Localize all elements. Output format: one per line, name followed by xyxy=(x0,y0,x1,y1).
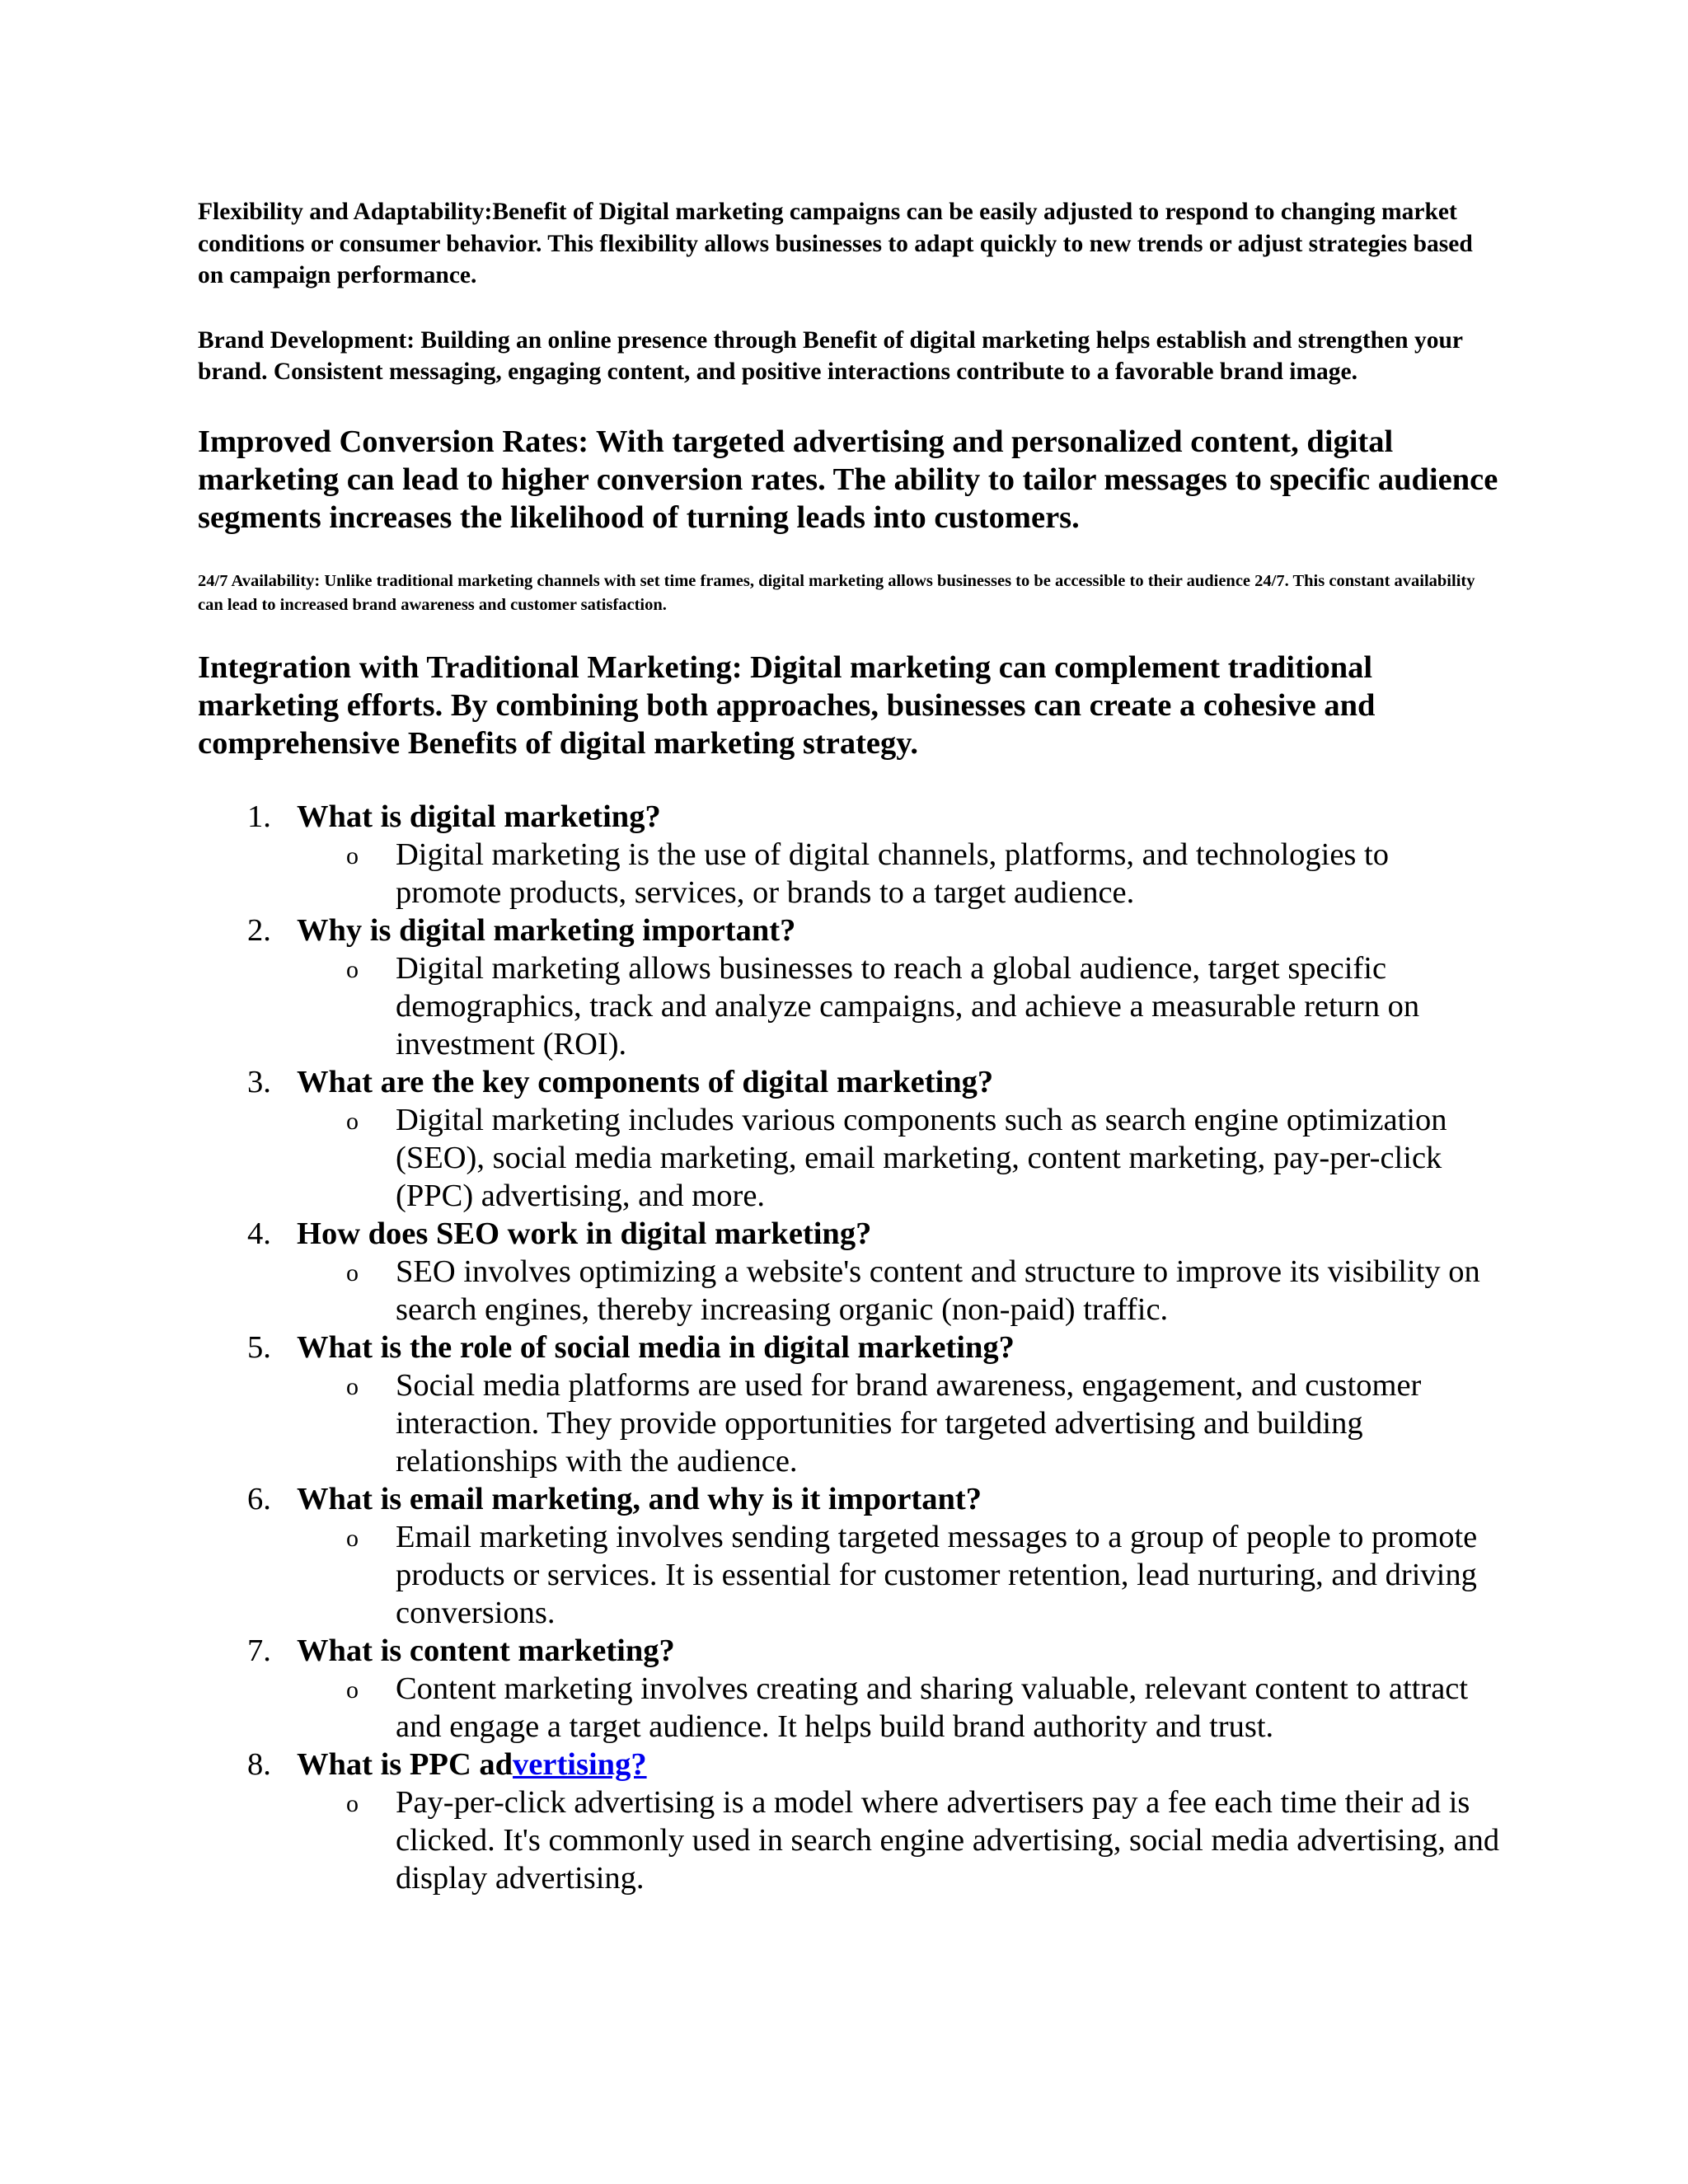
faq-answer-text: Content marketing involves creating and sharing valuable, relevant content to attract and engage a target audience. It helps build brand authority and trust. xyxy=(396,1671,1469,1744)
faq-question xyxy=(198,798,1500,836)
inline-link[interactable]: , xyxy=(1192,950,1201,986)
faq-question-text: What is email marketing, and why is it important? xyxy=(297,1481,982,1516)
list-item xyxy=(198,912,1500,1063)
faq-number: 2. xyxy=(247,912,271,948)
faq-answer-text: Digital marketing is the use of digital channels, platforms, and technologies to promote products, services, or brands to a target audience. xyxy=(396,837,1389,910)
paragraph-improved-conversion: Improved Conversion Rates: With targeted advertising and personalized content, digital marketing can lead to higher conversion rates. The ability to tailor messages to specific audience segments increases the likelihood of turning leads into customers. xyxy=(198,424,1498,535)
faq-number: 1. xyxy=(247,799,271,834)
faq-question-text: Why is digital marketing important? xyxy=(297,912,796,948)
faq-answer xyxy=(198,949,1500,1063)
faq-answer-text: Digital marketing includes various components such as search engine optimization (SEO), social media marketing, email marketing, content marketing, pay-per-click (PPC) advertising, and more. xyxy=(396,1102,1447,1213)
bullet-icon: o xyxy=(346,1107,359,1135)
faq-number: 5. xyxy=(247,1329,271,1365)
bullet-icon: o xyxy=(346,1258,359,1286)
faq-question-text-before: What is PPC ad xyxy=(297,1746,513,1782)
faq-answer xyxy=(198,836,1500,912)
faq-number: 6. xyxy=(247,1481,271,1516)
paragraph-brand-development: Brand Development: Building an online presence through Benefit of digital marketing helps establish and strengthen your brand. Consistent messaging, engaging content, and positive interactions contribute to a favorable brand image. xyxy=(198,326,1463,385)
document-page xyxy=(198,196,1500,1897)
faq-question xyxy=(198,1215,1500,1253)
paragraph-integration: Integration with Traditional Marketing: Digital marketing can complement traditional marketing efforts. By combining both approaches, businesses can create a cohesive and comprehensive Benefits of digital marketing strategy. xyxy=(198,649,1376,761)
faq-answer xyxy=(198,1101,1500,1215)
paragraph-flexibility: Flexibility and Adaptability:Benefit of Digital marketing campaigns can be easily adjusted to respond to changing market conditions or consumer behavior. This flexibility allows businesses to adapt quickly to new trends or adjust strategies based on campaign performance. xyxy=(198,199,1473,288)
faq-answer xyxy=(198,1670,1500,1746)
faq-list xyxy=(198,798,1500,1897)
list-item xyxy=(198,1480,1500,1632)
bullet-icon: o xyxy=(346,1524,359,1552)
advertising-link[interactable]: vertising? xyxy=(513,1746,647,1782)
list-item xyxy=(198,1215,1500,1329)
faq-question-text: How does SEO work in digital marketing? xyxy=(297,1216,872,1251)
faq-question-text: What are the key components of digital marketing? xyxy=(297,1064,994,1099)
faq-number: 3. xyxy=(247,1064,271,1099)
faq-number: 7. xyxy=(247,1633,271,1668)
faq-answer-text: Email marketing involves sending targeted messages to a group of people to promote products or services. It is essential for customer retention, lead nurturing, and driving conversions. xyxy=(396,1519,1478,1630)
paragraph-availability: 24/7 Availability: Unlike traditional marketing channels with set time frames, digital marketing allows businesses to be accessible to their audience 24/7. This constant availability can lead to increased brand awareness and customer satisfaction. xyxy=(198,571,1475,614)
list-item xyxy=(198,1632,1500,1746)
list-item xyxy=(198,1063,1500,1215)
faq-question xyxy=(198,912,1500,949)
list-item xyxy=(198,1329,1500,1480)
faq-question xyxy=(198,1063,1500,1101)
faq-question-text: What is content marketing? xyxy=(297,1633,675,1668)
bullet-icon: o xyxy=(346,1372,359,1400)
faq-answer xyxy=(198,1366,1500,1480)
faq-question xyxy=(198,1632,1500,1670)
bullet-icon: o xyxy=(346,841,359,869)
faq-question xyxy=(198,1746,1500,1783)
faq-question-text: What is the role of social media in digital marketing? xyxy=(297,1329,1015,1365)
list-item xyxy=(198,1746,1500,1897)
faq-number: 8. xyxy=(247,1746,271,1782)
faq-answer-text: Social media platforms are used for brand awareness, engagement, and customer interaction. They provide opportunities for targeted advertising and building relationships with the audience. xyxy=(396,1367,1422,1479)
list-item xyxy=(198,798,1500,912)
bullet-icon: o xyxy=(346,1789,359,1817)
faq-question xyxy=(198,1480,1500,1518)
faq-number: 4. xyxy=(247,1216,271,1251)
faq-answer-text: Pay-per-click advertising is a model where advertisers pay a fee each time their ad is clicked. It's commonly used in search engine advertising, social media advertising, and display advertising. xyxy=(396,1784,1500,1896)
faq-answer xyxy=(198,1253,1500,1329)
bullet-icon: o xyxy=(346,1675,359,1704)
faq-question-text: What is digital marketing? xyxy=(297,799,661,834)
faq-answer-text-before: Digital marketing allows businesses to reach a global audience xyxy=(396,950,1193,986)
faq-answer xyxy=(198,1783,1500,1897)
bullet-icon: o xyxy=(346,955,359,983)
faq-question xyxy=(198,1329,1500,1366)
faq-answer-text: SEO involves optimizing a website's content and structure to improve its visibility on search engines, thereby increasing organic (non-paid) traffic. xyxy=(396,1254,1480,1327)
faq-answer-text-after: target specific demographics, track and analyze campaigns, and achieve a measurable return on investment (ROI). xyxy=(396,950,1420,1062)
faq-answer xyxy=(198,1518,1500,1632)
